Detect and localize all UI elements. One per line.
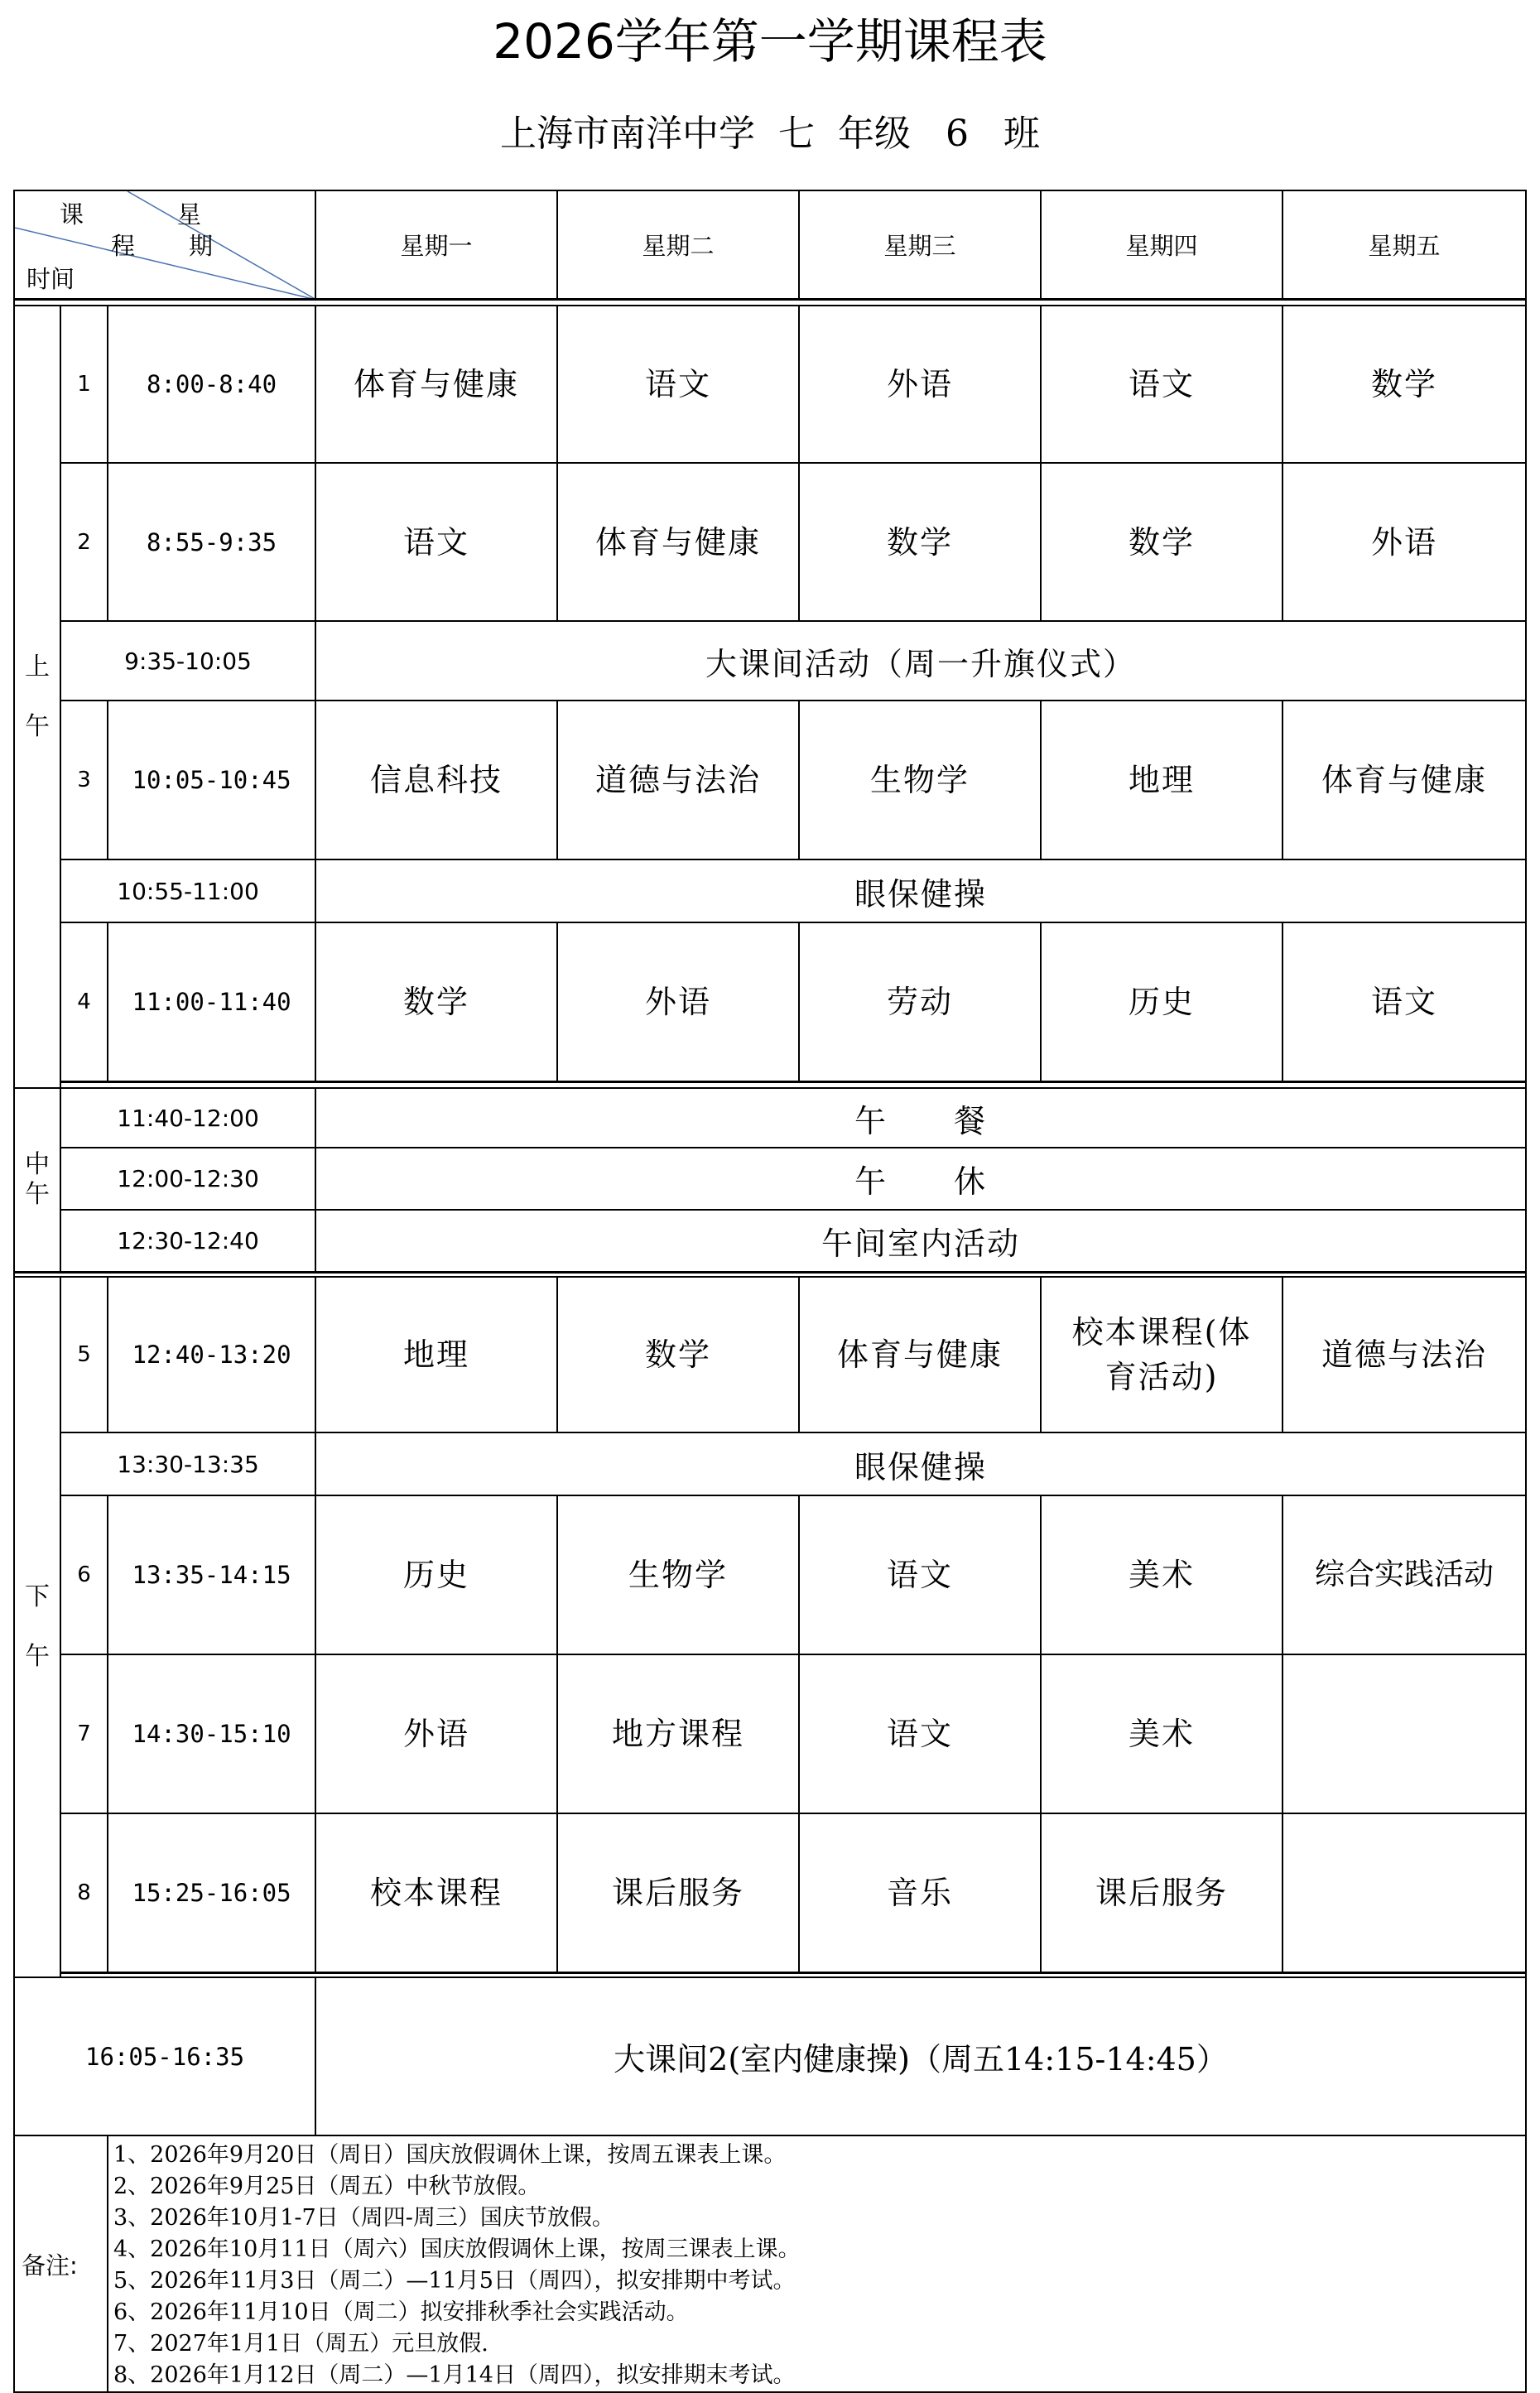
subject-cell: 语文 bbox=[1041, 306, 1283, 463]
subject-cell: 外语 bbox=[799, 306, 1041, 463]
grade-value: 七 bbox=[778, 113, 816, 155]
note-item: 4、2026年10月11日（周六）国庆放假调休上课，按周三课表上课。 bbox=[113, 2237, 801, 2262]
break-row bbox=[14, 859, 1526, 922]
spacer-row bbox=[14, 299, 1526, 306]
corner-label-time: 时间 bbox=[26, 265, 75, 293]
lesson-time: 10:05-10:45 bbox=[108, 701, 315, 859]
note-item: 8、2026年1月12日（周二）—1月14日（周四），拟安排期末考试。 bbox=[113, 2362, 796, 2388]
break-activity: 午 休 bbox=[315, 1148, 1526, 1210]
page-title: 2026学年第一学期课程表 bbox=[493, 13, 1047, 70]
subject-cell: 地方课程 bbox=[557, 1654, 799, 1813]
day-header-tue: 星期二 bbox=[557, 190, 799, 299]
table-row bbox=[14, 922, 1526, 1081]
subject-cell: 语文 bbox=[557, 306, 799, 463]
notes-list bbox=[113, 2140, 1525, 2391]
subject-cell-empty bbox=[1283, 1813, 1526, 1972]
table-row bbox=[14, 306, 1526, 463]
break-time: 13:30-13:35 bbox=[60, 1432, 315, 1495]
corner-label-d: 期 bbox=[189, 232, 214, 260]
break-row bbox=[14, 1432, 1526, 1495]
lesson-number: 5 bbox=[60, 1277, 108, 1432]
subject-cell: 历史 bbox=[315, 1495, 557, 1654]
break-time: 12:30-12:40 bbox=[60, 1210, 315, 1272]
lesson-number: 6 bbox=[60, 1495, 108, 1654]
subject-cell: 美术 bbox=[1041, 1654, 1283, 1813]
noon-row bbox=[14, 1148, 1526, 1210]
class-number: 6 bbox=[945, 113, 969, 155]
subject-cell: 数学 bbox=[1283, 306, 1526, 463]
subject-cell: 道德与法治 bbox=[557, 701, 799, 859]
day-header-thu: 星期四 bbox=[1041, 190, 1283, 299]
table-row bbox=[14, 1495, 1526, 1654]
subject-cell: 数学 bbox=[315, 922, 557, 1081]
lesson-number: 4 bbox=[60, 922, 108, 1081]
note-item: 5、2026年11月3日（周二）—11月5日（周四），拟安排期中考试。 bbox=[113, 2268, 796, 2294]
note-item: 2、2026年9月25日（周五）中秋节放假。 bbox=[113, 2174, 541, 2199]
class-subtitle bbox=[0, 103, 1540, 166]
timetable bbox=[13, 190, 1527, 2393]
subject-cell: 地理 bbox=[315, 1277, 557, 1432]
subject-cell: 外语 bbox=[557, 922, 799, 1081]
break-activity: 午间室内活动 bbox=[315, 1210, 1526, 1272]
table-row bbox=[14, 463, 1526, 621]
subject-cell: 音乐 bbox=[799, 1813, 1041, 1972]
subject-cell: 劳动 bbox=[799, 922, 1041, 1081]
period-label-afternoon bbox=[14, 1277, 60, 1977]
note-item: 1、2026年9月20日（周日）国庆放假调休上课，按周五课表上课。 bbox=[113, 2142, 787, 2168]
lesson-time: 8:00-8:40 bbox=[108, 306, 315, 463]
subject-cell: 校本课程 bbox=[315, 1813, 557, 1972]
table-row bbox=[14, 1654, 1526, 1813]
break-activity: 大课间2(室内健康操)（周五14:15-14:45） bbox=[315, 1977, 1526, 2135]
break-time: 11:40-12:00 bbox=[60, 1088, 315, 1148]
afternoon-label: 下午 bbox=[25, 1582, 50, 1671]
lesson-time: 14:30-15:10 bbox=[108, 1654, 315, 1813]
spacer-row bbox=[14, 1081, 1526, 1088]
day-header-wed: 星期三 bbox=[799, 190, 1041, 299]
break-time: 10:55-11:00 bbox=[60, 859, 315, 922]
notes-label: 备注: bbox=[14, 2135, 108, 2392]
lesson-number: 2 bbox=[60, 463, 108, 621]
corner-label-c: 星 bbox=[177, 200, 202, 229]
break-time: 16:05-16:35 bbox=[14, 1977, 315, 2135]
lesson-time: 11:00-11:40 bbox=[108, 922, 315, 1081]
subject-cell: 体育与健康 bbox=[799, 1277, 1041, 1432]
school-name: 上海市南洋中学 bbox=[500, 113, 756, 155]
morning-label: 上午 bbox=[25, 652, 50, 741]
note-item: 3、2026年10月1-7日（周四-周三）国庆节放假。 bbox=[113, 2205, 614, 2231]
lesson-time: 15:25-16:05 bbox=[108, 1813, 315, 1972]
break-activity: 眼保健操 bbox=[315, 1432, 1526, 1495]
notes-content bbox=[108, 2135, 1526, 2392]
noon-row bbox=[14, 1088, 1526, 1148]
note-item: 6、2026年11月10日（周二）拟安排秋季社会实践活动。 bbox=[113, 2299, 689, 2325]
subject-cell: 体育与健康 bbox=[1283, 701, 1526, 859]
corner-label-b: 程 bbox=[111, 232, 136, 260]
subject-cell: 语文 bbox=[1283, 922, 1526, 1081]
break-activity: 大课间活动（周一升旗仪式） bbox=[315, 621, 1526, 701]
corner-header bbox=[14, 190, 315, 299]
subject-cell: 地理 bbox=[1041, 701, 1283, 859]
subject-cell: 外语 bbox=[315, 1654, 557, 1813]
lesson-number: 1 bbox=[60, 306, 108, 463]
header-row bbox=[14, 190, 1526, 299]
subject-cell: 生物学 bbox=[799, 701, 1041, 859]
subject-cell: 体育与健康 bbox=[315, 306, 557, 463]
period-label-morning bbox=[14, 306, 60, 1088]
break-time: 9:35-10:05 bbox=[60, 621, 315, 701]
table-row bbox=[14, 701, 1526, 859]
subject-cell: 数学 bbox=[557, 1277, 799, 1432]
subject-cell: 校本课程(体育活动) bbox=[1041, 1277, 1283, 1432]
grade-unit: 年级 bbox=[838, 113, 912, 155]
lesson-number: 7 bbox=[60, 1654, 108, 1813]
subject-cell: 生物学 bbox=[557, 1495, 799, 1654]
break-row bbox=[14, 621, 1526, 701]
subject-cell: 数学 bbox=[1041, 463, 1283, 621]
period-label-noon bbox=[14, 1088, 60, 1272]
subject-cell: 课后服务 bbox=[1041, 1813, 1283, 1972]
subject-cell: 体育与健康 bbox=[557, 463, 799, 621]
corner-label-a: 课 bbox=[60, 200, 84, 229]
subject-cell: 语文 bbox=[799, 1495, 1041, 1654]
subject-cell-empty bbox=[1283, 1654, 1526, 1813]
subject-cell: 数学 bbox=[799, 463, 1041, 621]
subject-cell: 美术 bbox=[1041, 1495, 1283, 1654]
noon-label: 中午 bbox=[25, 1149, 50, 1209]
lesson-number: 3 bbox=[60, 701, 108, 859]
day-header-mon: 星期一 bbox=[315, 190, 557, 299]
class-unit: 班 bbox=[1003, 113, 1040, 155]
lesson-time: 13:35-14:15 bbox=[108, 1495, 315, 1654]
lesson-time: 8:55-9:35 bbox=[108, 463, 315, 621]
break-time: 12:00-12:30 bbox=[60, 1148, 315, 1210]
break-activity: 午 餐 bbox=[315, 1088, 1526, 1148]
table-row bbox=[14, 1813, 1526, 1972]
subject-cell: 历史 bbox=[1041, 922, 1283, 1081]
subject-cell: 课后服务 bbox=[557, 1813, 799, 1972]
break-row bbox=[14, 1977, 1526, 2135]
subject-cell: 信息科技 bbox=[315, 701, 557, 859]
subject-cell: 道德与法治 bbox=[1283, 1277, 1526, 1432]
note-item: 7、2027年1月1日（周五）元旦放假. bbox=[113, 2331, 488, 2357]
break-activity: 眼保健操 bbox=[315, 859, 1526, 922]
lesson-number: 8 bbox=[60, 1813, 108, 1972]
notes-row bbox=[14, 2135, 1526, 2392]
subject-cell: 语文 bbox=[315, 463, 557, 621]
lesson-time: 12:40-13:20 bbox=[108, 1277, 315, 1432]
day-header-fri: 星期五 bbox=[1283, 190, 1526, 299]
subject-cell: 外语 bbox=[1283, 463, 1526, 621]
subject-cell: 综合实践活动 bbox=[1283, 1495, 1526, 1654]
subject-cell: 语文 bbox=[799, 1654, 1041, 1813]
noon-row bbox=[14, 1210, 1526, 1272]
table-row bbox=[14, 1277, 1526, 1432]
